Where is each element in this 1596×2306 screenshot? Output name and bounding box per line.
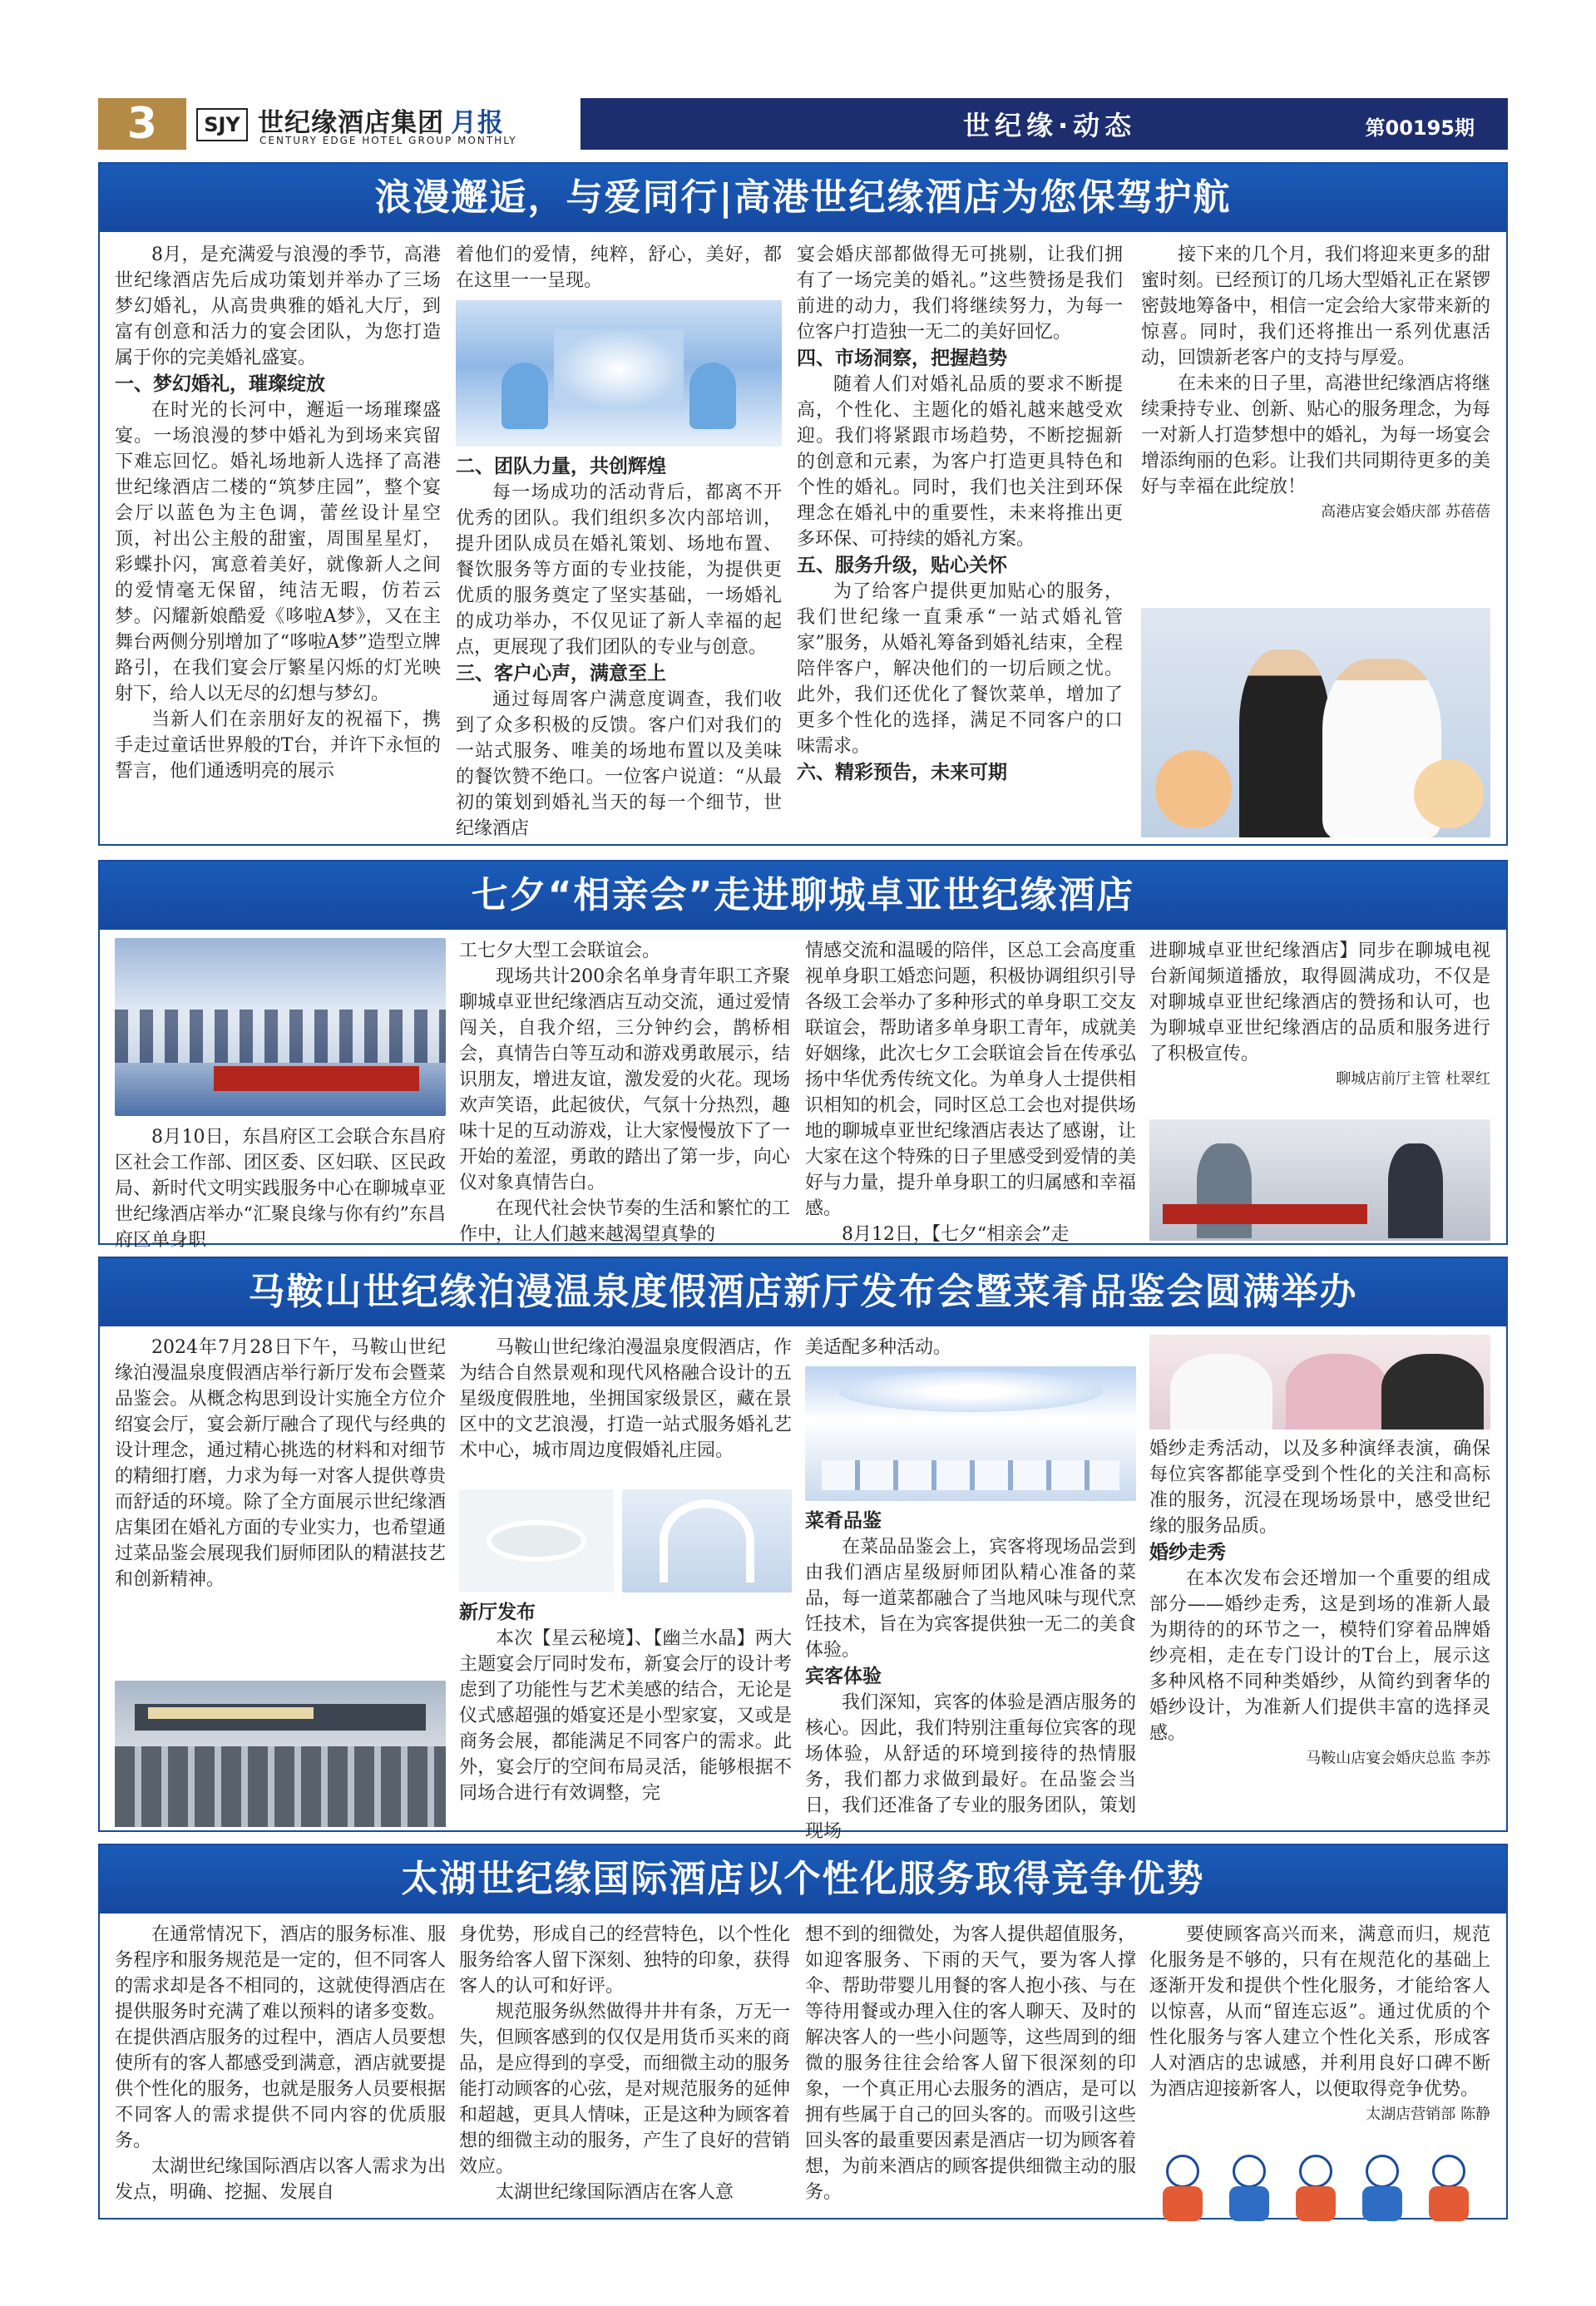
article-column-2 [459, 938, 790, 1245]
article-column-3 [797, 242, 1123, 841]
subheading: 婚纱走秀 [1149, 1542, 1226, 1563]
article-column-2 [459, 1922, 790, 2215]
article-column-4 [1149, 1436, 1490, 1827]
paragraph: 进聊城卓亚世纪缘酒店】同步在聊城电视台新闻频道播放，取得圆满成功，不仅是对聊城卓亚世纪缘酒店的赞扬和认可，也为聊城卓亚世纪缘酒店的品质和服务进行了积极宣传。 [1149, 941, 1490, 1064]
paragraph: 在时光的长河中，邂逅一场璀璨盛宴。一场浪漫的梦中婚礼为到场来宾留下难忘回忆。婚礼场地新人选择了高港世纪缘酒店二楼的“筑梦庄园”，整个宴会厅以蓝色为主色调，蕾丝设计星空顶，衬出公主般的甜蜜，周围星星灯，彩蝶扑闪，寓意着美好，就像新人之间的爱情毫无保留，纯洁无暇，仿若云梦。闪耀新娘酷爱《哆啦A梦》，又在主舞台两侧分别增加了“哆啦A梦”造型立牌路引，在我们宴会厅繁星闪烁的灯光映射下，给人以无尽的幻想与梦幻。 [115, 400, 441, 704]
article-column-3 [805, 1922, 1136, 2215]
article-gaogang-wedding [98, 162, 1508, 846]
article-headline: 马鞍山世纪缘泊漫温泉度假酒店新厅发布会暨菜肴品鉴会圆满举办 [100, 1258, 1506, 1326]
paragraph: 当新人们在亲朋好友的祝福下，携手走过童话世界般的T台，并许下永恒的誓言，他们通透明亮的展示 [115, 709, 441, 782]
subheading: 三、客户心声，满意至上 [456, 663, 666, 684]
subheading: 五、服务升级，贴心关怀 [797, 555, 1007, 576]
newlyweds-photo [1141, 608, 1490, 837]
monthly-label: 月报 [451, 108, 504, 138]
paragraph: 现场共计200余名单身青年职工齐聚聊城卓亚世纪缘酒店互动交流，通过爱情闯关，自我介绍，三分钟约会，鹊桥相会，真情告白等互动和游戏勇敢展示，结识朋友，增进友谊，激发爱的火花。现场欢声笑语，此起彼伏，气氛十分热烈，趣味十足的互动游戏，让大家慢慢放下了一开始的羞涩，勇敢的踏出了第一步，向心仪对象真情告白。 [459, 966, 790, 1193]
matchmaking-event-photo [115, 938, 446, 1116]
paragraph: 着他们的爱情，纯粹，舒心，美好，都在这里一一呈现。 [456, 244, 782, 291]
wedding-arch-photo [622, 1489, 792, 1592]
paragraph: 在通常情况下，酒店的服务标准、服务程序和服务规范是一定的，但不同客人的需求却是各不相同的，这就使得酒店在提供服务时充满了难以预料的诸多变数。在提供酒店服务的过程中，酒店人员要想使所有的客人都感受到满意，酒店就要提供个性化的服务，也就是服务人员要根据不同客人的需求提供不同内容的优质服务。 [115, 1924, 446, 2151]
article-column-1 [115, 1335, 446, 1667]
byline: 马鞍山店宴会婚庆总监 李苏 [1306, 1750, 1490, 1767]
subheading: 四、市场洞察，把握趋势 [797, 348, 1007, 369]
article-taihu-service [98, 1844, 1508, 2220]
brand-english-name: CENTURY EDGE HOTEL GROUP MONTHLY [259, 135, 517, 146]
paragraph: 太湖世纪缘国际酒店以客人需求为出发点，明确、挖掘、发展自 [115, 2156, 446, 2203]
brand-abbr: SJY [196, 108, 248, 141]
paragraph: 身优势，形成自己的经营特色，以个性化服务给客人留下深刻、独特的印象，获得客人的认可和好评。 [459, 1924, 790, 1997]
brand-name [258, 101, 504, 139]
article-column-2-bottom [459, 1599, 792, 1827]
paragraph: 我们深知，宾客的体验是酒店服务的核心。因此，我们特别注重每位宾客的现场体验，从舒适的环境到接待的热情服务，我们都力求做到最好。在品鉴会当日，我们还准备了专业的服务团队，策划现场 [805, 1692, 1136, 1842]
paragraph: 在现代社会快节奏的生活和繁忙的工作中，让人们越来越渴望真挚的 [459, 1198, 790, 1245]
brand-name-text: 世纪缘酒店集团 [258, 108, 444, 138]
article-headline: 太湖世纪缘国际酒店以个性化服务取得竞争优势 [100, 1845, 1506, 1913]
paragraph: 工七夕大型工会联谊会。 [459, 941, 661, 961]
dessert-photo [459, 1489, 614, 1592]
paragraph: 美适配多种活动。 [805, 1337, 952, 1358]
subheading: 二、团队力量，共创辉煌 [456, 456, 666, 477]
article-liaocheng-qixi [98, 860, 1508, 1251]
page-number: 3 [98, 98, 186, 150]
section-bar [581, 98, 1508, 150]
paragraph: 在菜品品鉴会上，宾客将现场品尝到由我们酒店星级厨师团队精心准备的菜品，每一道菜都融合了当地风味与现代烹饪技术，旨在为宾客提供独一无二的美食体验。 [805, 1537, 1136, 1661]
article-headline: 七夕“相亲会”走进聊城卓亚世纪缘酒店 [100, 862, 1506, 930]
paragraph: 情感交流和温暖的陪伴，区总工会高度重视单身职工婚恋问题，积极协调组织引导各级工会举办了多种形式的单身职工交友联谊会，帮助诸多单身职工青年，成就美好姻缘，此次七夕工会联谊会旨在传承弘扬中华优秀传统文化。为单身人士提供相识相知的机会，同时区总工会也对提供场地的聊城卓亚世纪缘酒店表达了感谢，让大家在这个特殊的日子里感受到爱情的美好与力量，提升单身职工的归属感和幸福感。 [805, 941, 1136, 1219]
article-column-3-top [805, 1335, 1136, 1363]
paragraph: 2024年7月28日下午，马鞍山世纪缘泊漫温泉度假酒店举行新厅发布会暨菜品鉴会。从概念构思到设计实施全方位介绍宴会厅，宴会新厅融合了现代与经典的设计理念，通过精心挑选的材料和对细节的精细打磨，力求为每一对客人提供尊贵而舒适的环境。除了全方面展示世纪缘酒店集团在婚礼方面的专业实力，也希望通过菜品鉴会展现我们厨师团队的精湛技艺和创新精神。 [115, 1337, 446, 1590]
paragraph: 随着人们对婚礼品质的要求不断提高，个性化、主题化的婚礼越来越受欢迎。我们将紧跟市场趋势，不断挖掘新的创意和元素，为客户打造更具特色和个性的婚礼。同时，我们也关注到环保理念在婚礼中的重要性，未来将推出更多环保、可持续的婚礼方案。 [797, 374, 1123, 550]
masthead [98, 98, 1508, 150]
subheading: 新厅发布 [459, 1602, 536, 1623]
paragraph: 本次【星云秘境】、【幽兰水晶】两大主题宴会厅同时发布，新宴会厅的设计考虑到了功能性与艺术美感的结合，无论是仪式感超强的婚宴还是小型家宴，又或是商务会展，都能满足不同客户的需求。此外，宴会厅的空间布局灵活，能够根据不同场合进行有效调整，完 [459, 1628, 792, 1804]
event-hosts-photo [1149, 1119, 1490, 1241]
paragraph: 婚纱走秀活动，以及多种演绎表演，确保每位宾客都能享受到个性化的关注和高标准的服务，沉浸在现场场景中，感受世纪缘的服务品质。 [1149, 1439, 1490, 1537]
article-column-3-bottom [805, 1508, 1136, 1842]
paragraph: 8月，是充满爱与浪漫的季节，高港世纪缘酒店先后成功策划并举办了三场梦幻婚礼，从高贵典雅的婚礼大厅，到富有创意和活力的宴会团队，为您打造属于你的完美婚礼盛宴。 [115, 244, 441, 368]
article-column-2-top [456, 242, 782, 295]
paragraph: 宴会婚庆部都做得无可挑剔，让我们拥有了一场完美的婚礼。”这些赞扬是我们前进的动力，我们将继续努力，为每一位客户打造独一无二的美好回忆。 [797, 244, 1123, 343]
paragraph: 马鞍山世纪缘泊漫温泉度假酒店，作为结合自然景观和现代风格融合设计的五星级度假胜地，坐拥国家级景区，藏在景区中的文艺浪漫，打造一站式服务婚礼艺术中心，城市周边度假婚礼庄园。 [459, 1337, 792, 1461]
paragraph: 太湖世纪缘国际酒店在客人意 [496, 2182, 734, 2203]
article-column-1 [115, 1124, 446, 1251]
wedding-dress-show-photo [1149, 1335, 1490, 1430]
subheading: 一、梦幻婚礼，璀璨绽放 [115, 373, 325, 395]
byline: 太湖店营销部 陈静 [1366, 2106, 1490, 2123]
byline: 聊城店前厅主管 杜翠红 [1336, 1070, 1490, 1088]
paragraph: 要使顾客高兴而来，满意而归，规范化服务是不够的，只有在规范化的基础上逐渐开发和提供个性化服务，才能给客人以惊喜，从而“留连忘返”。通过优质的个性化服务与客人建立个性化关系，形成客人对酒店的忠诚感，并利用良好口碑不断为酒店迎接新客人，以便取得竞争优势。 [1149, 1924, 1490, 2100]
paragraph: 为了给客户提供更加贴心的服务，我们世纪缘一直秉承“一站式婚礼管家”服务，从婚礼筹备到婚礼结束，全程陪伴客户，解决他们的一切后顾之忧。此外，我们还优化了餐饮菜单，增加了更多个性化的选择，满足不同客户的口味需求。 [797, 581, 1123, 757]
banquet-hall-photo [805, 1366, 1136, 1501]
issue-number: 第00195期 [1365, 116, 1475, 140]
article-maanshan-launch [98, 1257, 1508, 1842]
paragraph: 在本次发布会还增加一个重要的组成部分——婚纱走秀，这是到场的准新人最为期待的的环节之一，模特们穿着品牌婚纱亮相，走在专门设计的T台上，展示这多种风格不同种类婚纱，从简约到奢华的婚纱设计，为准新人们提供丰富的选择灵感。 [1149, 1568, 1490, 1744]
paragraph: 在未来的日子里，高港世纪缘酒店将继续秉持专业、创新、贴心的服务理念，为每一对新人打造梦想中的婚礼，为每一场宴会增添绚丽的色彩。让我们共同期待更多的美好与幸福在此绽放！ [1141, 373, 1490, 497]
article-headline: 浪漫邂逅，与爱同行|高港世纪缘酒店为您保驾护航 [100, 164, 1506, 232]
paragraph: 接下来的几个月，我们将迎来更多的甜蜜时刻。已经预订的几场大型婚礼正在紧锣密鼓地筹备中，相信一定会给大家带来新的惊喜。同时，我们还将推出一系列优惠活动，回馈新老客户的支持与厚爱。 [1141, 244, 1490, 368]
paragraph: 8月12日，【七夕“相亲会”走 [842, 1224, 1070, 1245]
wedding-hall-photo [456, 300, 782, 447]
subheading: 宾客体验 [805, 1666, 882, 1687]
article-column-2-top [459, 1335, 792, 1483]
paragraph: 规范服务纵然做得井井有条，万无一失，但顾客感到的仅仅是用货币买来的商品，是应得到的享受，而细微主动的服务能打动顾客的心弦，是对规范服务的延伸和超越，更具人情味，正是这种为顾客着想的细微主动的服务，产生了良好的营销效应。 [459, 2002, 790, 2177]
hotel-entrance-photo [115, 1681, 446, 1827]
article-column-3 [805, 938, 1136, 1245]
paragraph: 通过每周客户满意度调查，我们收到了众多积极的反馈。客户们对我们的一站式服务、唯美的场地布置以及美味的餐饮赞不绝口。一位客户说道：“从最初的策划到婚礼当天的每一个细节，世纪缘酒店 [456, 689, 782, 839]
article-column-4 [1149, 938, 1490, 1113]
subheading: 六、精彩预告，未来可期 [797, 762, 1007, 783]
subheading: 菜肴品鉴 [805, 1510, 882, 1532]
section-name: 世纪缘·动态 [963, 110, 1137, 141]
article-column-1 [115, 242, 441, 841]
article-column-4 [1141, 242, 1490, 591]
chef-mascots-illustration [1149, 2155, 1490, 2221]
paragraph: 每一场成功的活动背后，都离不开优秀的团队。我们组织多次内部培训，提升团队成员在婚礼策划、场地布置、餐饮服务等方面的专业技能，为提供更优质的服务奠定了坚实基础，一场婚礼的成功举办，不仅见证了新人幸福的起点，更展现了我们团队的专业与创意。 [456, 482, 782, 658]
article-column-2-bottom [456, 453, 782, 841]
paragraph: 8月10日，东昌府区工会联合东昌府区社会工作部、团区委、区妇联、区民政局、新时代文明实践服务中心在聊城卓亚世纪缘酒店举办“汇聚良缘与你有约”东昌府区单身职 [115, 1127, 446, 1251]
byline: 高港店宴会婚庆部 苏蓓蓓 [1321, 503, 1490, 521]
paragraph: 想不到的细微处，为客人提供超值服务，如迎客服务、下雨的天气，要为客人撑伞、帮助带婴儿用餐的客人抱小孩、与在等待用餐或办理入住的客人聊天、及时的解决客人的一些小问题等，这些周到的细微的服务往往会给客人留下很深刻的印象，一个真正用心去服务的酒店，是可以拥有些属于自己的回头客的。而吸引这些回头客的最重要因素是酒店一切为顾客着想，为前来酒店的顾客提供细微主动的服务。 [805, 1924, 1136, 2203]
article-column-1 [115, 1922, 446, 2215]
article-column-4 [1149, 1922, 1490, 2156]
